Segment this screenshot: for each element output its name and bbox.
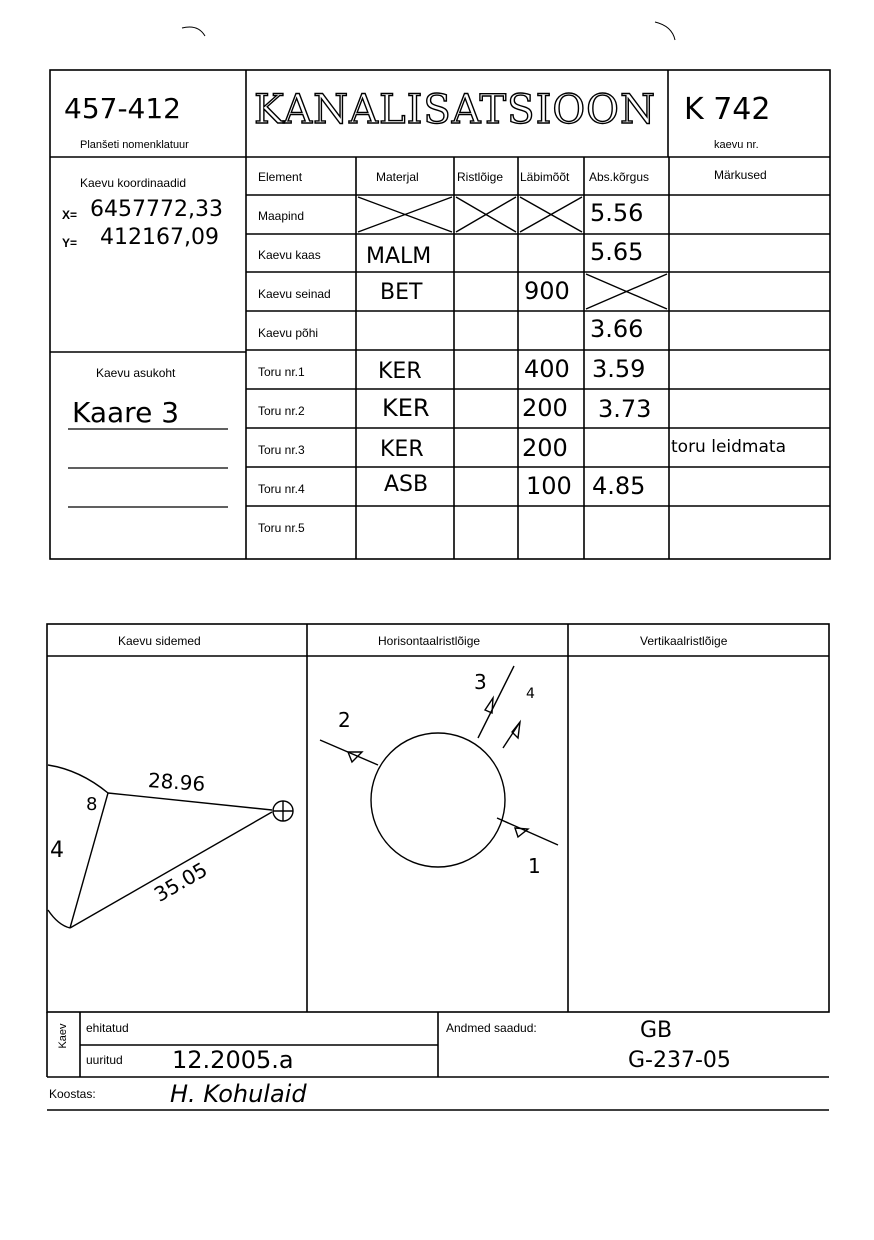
well-number-value: K 742	[684, 92, 771, 127]
table-row-height: 5.65	[590, 238, 644, 266]
connections-label: Kaevu sidemed	[118, 634, 201, 648]
table-row-diameter: 400	[524, 355, 570, 383]
table-row-height: 4.85	[592, 472, 646, 500]
author-value: H. Kohulaid	[170, 1080, 307, 1108]
col-header-notes: Märkused	[714, 168, 767, 182]
vertical-section-label: Vertikaalristlõige	[640, 634, 728, 648]
plansheet-value: 457-412	[64, 92, 181, 125]
location-value: Kaare 3	[72, 396, 180, 429]
table-row-element: Kaevu põhi	[258, 326, 319, 340]
pipe-1-label: 1	[528, 854, 541, 878]
table-row-notes: toru leidmata	[671, 437, 786, 457]
table-row-height: 3.59	[592, 355, 646, 383]
x-prefix: X=	[62, 208, 78, 222]
table-row-diameter: 200	[522, 434, 568, 462]
data-received-label: Andmed saadud:	[446, 1021, 537, 1035]
pipe-2-label: 2	[338, 708, 351, 732]
x-coordinate-value: 6457772,33	[90, 197, 223, 222]
table-row-element: Toru nr.4	[258, 482, 305, 496]
node-4-label: 4	[50, 838, 64, 863]
well-number-label: kaevu nr.	[714, 139, 759, 151]
table-row-element: Toru nr.2	[258, 404, 305, 418]
author-label: Koostas:	[49, 1087, 96, 1101]
table-row-height: 3.73	[598, 395, 652, 423]
table-row-element: Maapind	[258, 209, 305, 223]
horizontal-section-label: Horisontaalristlõige	[378, 634, 481, 648]
table-row-diameter: 900	[524, 277, 570, 305]
pipe-4-label: 4	[526, 686, 535, 702]
page-title: KANALISATSIOON	[254, 87, 656, 133]
table-row-material: BET	[380, 280, 423, 305]
table-row-material: KER	[380, 437, 424, 462]
table-row-diameter: 200	[522, 394, 568, 422]
table-row-material: ASB	[384, 472, 429, 497]
pipe-3-label: 3	[474, 670, 487, 694]
data-received-value-2: G-237-05	[628, 1048, 731, 1073]
plansheet-label: Planšeti nomenklatuur	[80, 139, 189, 151]
table-row-material: MALM	[366, 244, 432, 269]
table-row-element: Toru nr.5	[258, 521, 305, 535]
table-row-material: KER	[382, 394, 430, 422]
y-coordinate-value: 412167,09	[100, 225, 219, 250]
coordinates-label: Kaevu koordinaadid	[80, 176, 187, 190]
surveyed-value: 12.2005.a	[172, 1046, 294, 1074]
y-prefix: Y=	[62, 236, 78, 250]
location-label: Kaevu asukoht	[96, 366, 176, 380]
table-row-diameter: 100	[526, 472, 572, 500]
col-header-material: Materjal	[376, 170, 419, 184]
table-row-material: KER	[378, 359, 422, 384]
col-header-abs-height: Abs.kõrgus	[589, 170, 650, 184]
col-header-section: Ristlõige	[457, 170, 504, 184]
table-row-element: Toru nr.3	[258, 443, 305, 457]
horizontal-section-sketch	[320, 666, 558, 867]
col-header-diameter: Läbimõõt	[520, 170, 570, 184]
node-8-label: 8	[86, 794, 98, 815]
distance-diagonal-label: 35.05	[149, 857, 212, 907]
built-label: ehitatud	[86, 1021, 129, 1035]
table-row-height: 5.56	[590, 199, 644, 227]
data-received-value-1: GB	[640, 1018, 673, 1043]
distance-top-label: 28.96	[147, 768, 207, 796]
table-row-element: Kaevu seinad	[258, 287, 331, 301]
table-row-height: 3.66	[590, 315, 644, 343]
table-row-element: Kaevu kaas	[258, 248, 321, 262]
well-side-label: Kaev	[57, 1023, 69, 1049]
surveyed-label: uuritud	[86, 1053, 123, 1067]
col-header-element: Element	[258, 170, 303, 184]
table-row-element: Toru nr.1	[258, 365, 305, 379]
